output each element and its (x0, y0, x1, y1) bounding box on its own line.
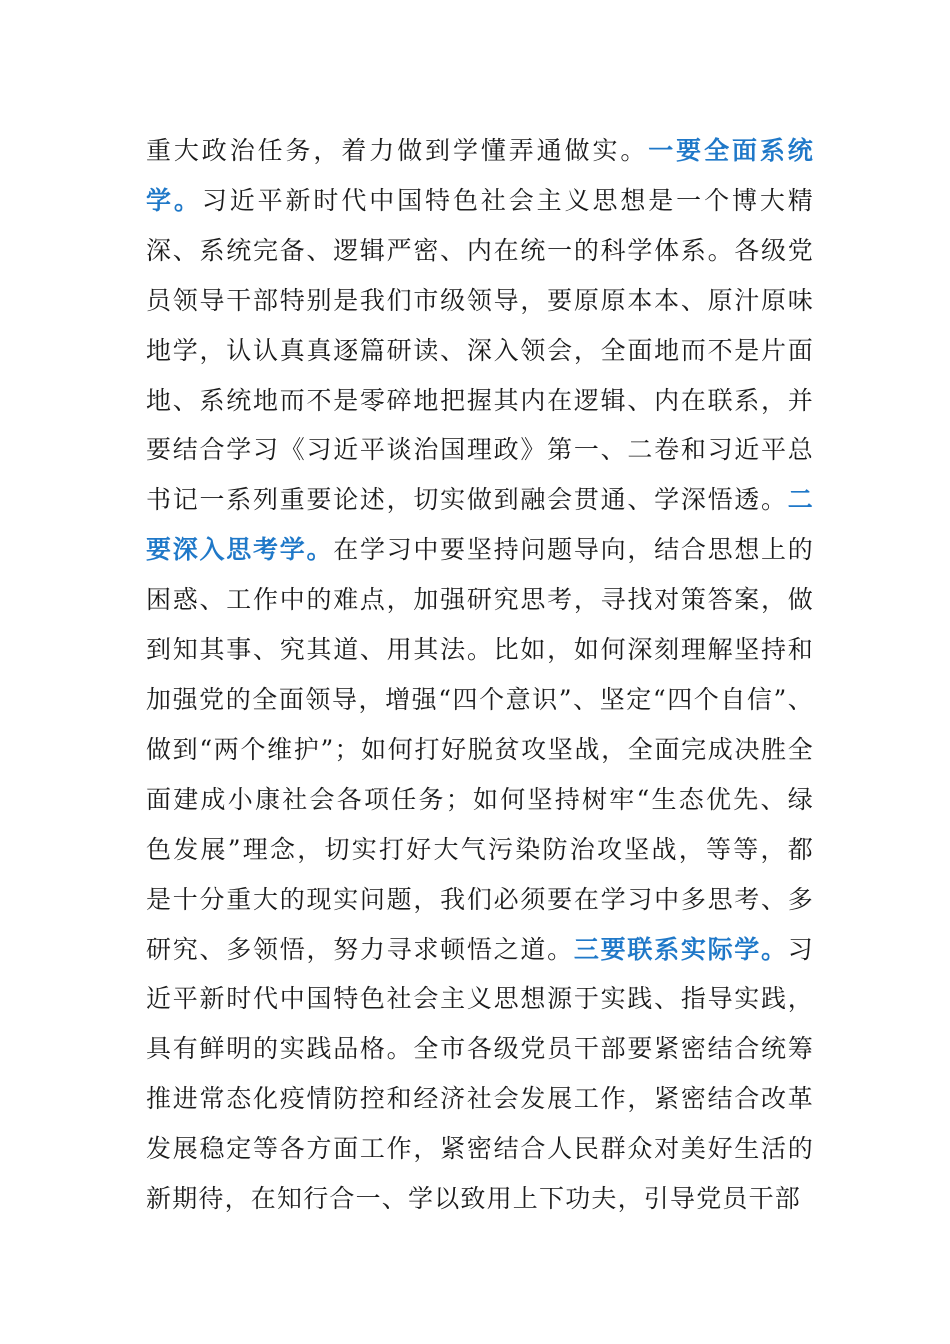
heading-point-three: 三要联系实际学。 (573, 934, 788, 964)
heading-point-two: 二要深入思考学。 (146, 485, 814, 565)
text-run-1: 重大政治任务，着力做到学懂弄通做实。 (146, 136, 649, 165)
body-paragraph (146, 126, 814, 1224)
text-run-4: 习近平新时代中国特色社会主义思想源于实践、指导实践，具有鲜明的实践品格。全市各级党员干部要紧密结合统筹推进常态化疫情防控和经济社会发展工作，紧密结合改革发展稳定等各方面工作，紧密结合人民群众对美好生活的新期待，在知行合一、学以致用上下功夫，引导党员干部 (146, 934, 814, 1214)
text-run-3: 在学习中要坚持问题导向，结合思想上的困惑、工作中的难点，加强研究思考，寻找对策答案，做到知其事、究其道、用其法。比如，如何深刻理解坚持和加强党的全面领导，增强“四个意识”、坚定“四个自信”、做到“两个维护”；如何打好脱贫攻坚战，全面完成决胜全面建成小康社会各项任务；如何坚持树牢“生态优先、绿色发展”理念，切实打好大气污染防治攻坚战，等等，都是十分重大的现实问题，我们必须要在学习中多思考、多研究、多领悟，努力寻求顿悟之道。 (146, 535, 815, 964)
text-run-2: 习近平新时代中国特色社会主义思想是一个博大精深、系统完备、逻辑严密、内在统一的科学体系。各级党员领导干部特别是我们市级领导，要原原本本、原汁原味地学，认认真真逐篇研读、深入领会，全面地而不是片面地、系统地而不是零碎地把握其内在逻辑、内在联系，并要结合学习《习近平谈治国理政》第一、二卷和习近平总书记一系列重要论述，切实做到融会贯通、学深悟透。 (146, 185, 814, 515)
heading-point-one: 一要全面系统学。 (146, 136, 815, 215)
